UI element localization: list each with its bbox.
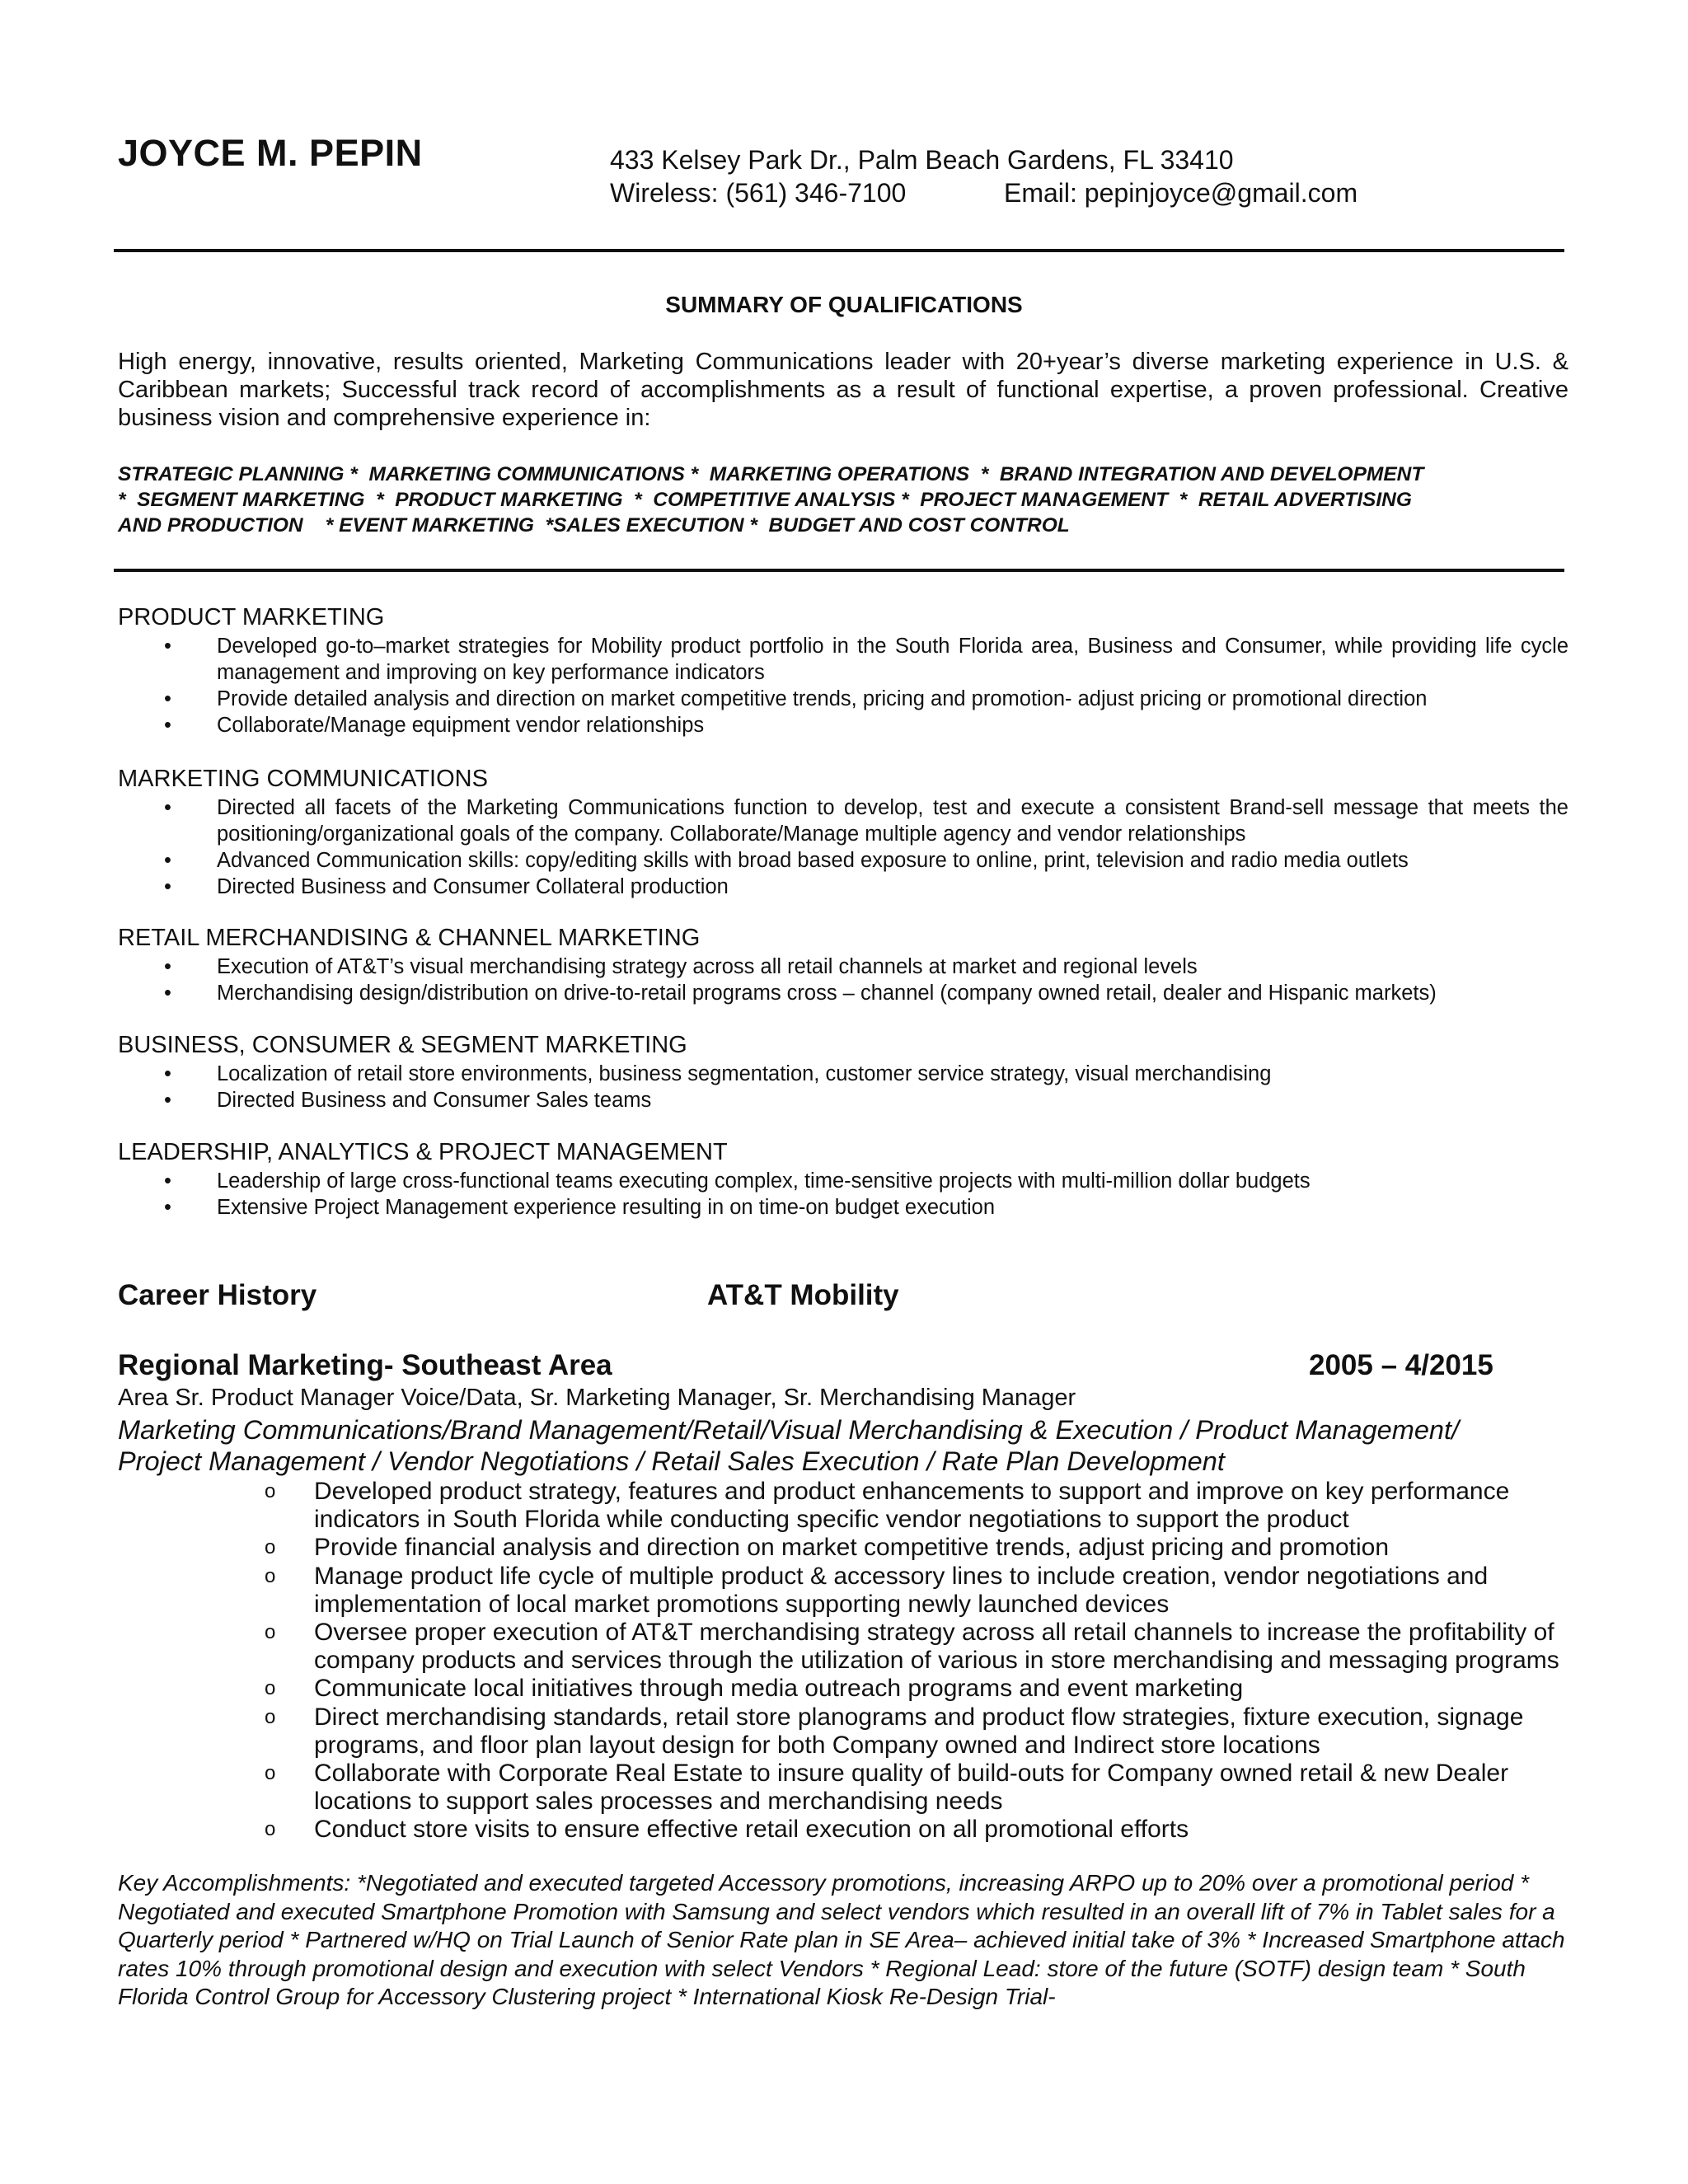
- company-name: AT&T Mobility: [707, 1279, 899, 1311]
- header-divider: [114, 249, 1564, 252]
- career-bullet-list: [118, 1478, 1568, 1844]
- bullet-icon: •: [164, 849, 171, 872]
- summary-paragraph: High energy, innovative, results oriented, Marketing Communications leader with 20+year’s diverse marketing experience in U.S. & Caribbean markets; Successful track record of accomplishments as a result of functional expertise, a proven professional. Creative business vision and comprehensive experience in:: [118, 349, 1568, 431]
- section-heading: MARKETING COMMUNICATIONS: [118, 766, 488, 792]
- list-item: o Manage product life cycle of multiple product & accessory lines to include creation, vendor negotiations and implementation of local market promotions supporting newly launched devices: [265, 1562, 1489, 1618]
- career-heading: Career History: [118, 1279, 317, 1311]
- focus-line: Marketing Communications/Brand Management/Retail/Visual Merchandising & Execution / Product Management/: [118, 1415, 1460, 1445]
- bullet-icon: •: [164, 796, 171, 819]
- email: Email: pepinjoyce@gmail.com: [1004, 178, 1358, 208]
- job-dates: 2005 – 4/2015: [1309, 1349, 1493, 1381]
- circle-bullet-icon: o: [265, 1480, 276, 1502]
- circle-bullet-icon: o: [265, 1564, 276, 1587]
- list-item: o Communicate local initiatives through media outreach programs and event marketing: [265, 1675, 1244, 1703]
- bullet-icon: •: [164, 875, 171, 898]
- section-heading: LEADERSHIP, ANALYTICS & PROJECT MANAGEMENT: [118, 1139, 728, 1165]
- bullet-list: [118, 1061, 1568, 1113]
- list-item: o Developed product strategy, features and product enhancements to support and improve on key performance indicators in South Florida while conducting specific vendor negotiations to support the product: [265, 1478, 1510, 1534]
- skills-list: [118, 462, 1568, 538]
- candidate-name: JOYCE M. PEPIN: [118, 132, 423, 174]
- list-item: o Oversee proper execution of AT&T merchandising strategy across all retail channels to increase the profitability of company products and services through the utilization of various in store merchandising and messaging programs: [265, 1619, 1559, 1675]
- bullet-list: [118, 794, 1568, 900]
- bullet-icon: •: [164, 1062, 171, 1085]
- circle-bullet-icon: o: [265, 1677, 276, 1700]
- list-item: o Direct merchandising standards, retail store planograms and product flow strategies, fixture execution, signage programs, and floor plan layout design for both Company owned and Indirect store locations: [265, 1703, 1524, 1759]
- circle-bullet-icon: o: [265, 1818, 276, 1841]
- bullet-icon: •: [164, 635, 171, 658]
- circle-bullet-icon: o: [265, 1621, 276, 1644]
- bullet-icon: •: [164, 1169, 171, 1193]
- job-focus: [118, 1414, 1585, 1477]
- list-item: • Developed go-to–market strategies for Mobility product portfolio in the South Florida area, Business and Consumer, while providing life cycle management and improving on key performance indicators: [164, 635, 1568, 684]
- list-item: • Provide detailed analysis and direction on market competitive trends, pricing and promotion- adjust pricing or promotional direction: [164, 687, 1428, 710]
- list-item: • Execution of AT&T’s visual merchandising strategy across all retail channels at market and regional levels: [164, 955, 1198, 978]
- skills-line: STRATEGIC PLANNING * MARKETING COMMUNICATIONS * MARKETING OPERATIONS * BRAND INTEGRATION AND DEVELOPMENT: [118, 463, 1424, 485]
- list-item: • Leadership of large cross-functional teams executing complex, time-sensitive projects with multi-million dollar budgets: [164, 1169, 1311, 1193]
- key-accomplishments: Key Accomplishments: *Negotiated and executed targeted Accessory promotions, increasing ARPO up to 20% over a promotional period * Negotiated and executed Smartphone Promotion with Samsung and select vendors which resulted in an overall lift of 7% in Tablet sales for a Quarterly period * Partnered w/HQ on Trial Launch of Senior Rate plan in SE Area– achieved initial take of 3% * Increased Smartphone attach rates 10% through promotional design and execution with select Vendors * Regional Lead: store of the future (SOTF) design team * South Florida Control Group for Accessory Clustering project * International Kiosk Re-Design Trial-: [118, 1870, 1565, 2009]
- list-item: • Directed Business and Consumer Sales teams: [164, 1089, 652, 1112]
- bullet-icon: •: [164, 1196, 171, 1219]
- skills-line: * SEGMENT MARKETING * PRODUCT MARKETING * COMPETITIVE ANALYSIS * PROJECT MANAGEMENT * RETAIL ADVERTISING: [118, 489, 1412, 511]
- skills-line: AND PRODUCTION * EVENT MARKETING *SALES EXECUTION * BUDGET AND COST CONTROL: [118, 514, 1070, 537]
- phone: Wireless: (561) 346-7100: [610, 178, 907, 208]
- job-roles: Area Sr. Product Manager Voice/Data, Sr. Marketing Manager, Sr. Merchandising Manager: [118, 1385, 1076, 1411]
- circle-bullet-icon: o: [265, 1705, 276, 1728]
- summary-divider: [114, 569, 1564, 572]
- list-item: • Advanced Communication skills: copy/editing skills with broad based exposure to online, print, television and radio media outlets: [164, 849, 1409, 872]
- list-item: • Localization of retail store environments, business segmentation, customer service strategy, visual merchandising: [164, 1062, 1272, 1085]
- list-item: • Merchandising design/distribution on drive-to-retail programs cross – channel (company owned retail, dealer and Hispanic markets): [164, 982, 1437, 1005]
- list-item: o Conduct store visits to ensure effective retail execution on all promotional efforts: [265, 1816, 1189, 1844]
- list-item: • Collaborate/Manage equipment vendor relationships: [164, 714, 705, 737]
- list-item: • Directed Business and Consumer Collateral production: [164, 875, 729, 898]
- summary-title: SUMMARY OF QUALIFICATIONS: [665, 292, 1023, 317]
- bullet-icon: •: [164, 714, 171, 737]
- section-heading: PRODUCT MARKETING: [118, 604, 385, 630]
- bullet-list: [118, 954, 1568, 1006]
- section-heading: BUSINESS, CONSUMER & SEGMENT MARKETING: [118, 1032, 687, 1058]
- section-heading: RETAIL MERCHANDISING & CHANNEL MARKETING: [118, 925, 701, 951]
- bullet-list: [118, 1168, 1568, 1221]
- address: 433 Kelsey Park Dr., Palm Beach Gardens, FL 33410: [610, 145, 1234, 175]
- circle-bullet-icon: o: [265, 1762, 276, 1785]
- circle-bullet-icon: o: [265, 1536, 276, 1559]
- job-title: Regional Marketing- Southeast Area: [118, 1349, 612, 1381]
- focus-line: Project Management / Vendor Negotiations / Retail Sales Execution / Rate Plan Development: [118, 1446, 1225, 1476]
- bullet-icon: •: [164, 687, 171, 710]
- list-item: o Collaborate with Corporate Real Estate to insure quality of build-outs for Company owned retail & new Dealer locations to support sales processes and merchandising needs: [265, 1760, 1509, 1816]
- bullet-icon: •: [164, 982, 171, 1005]
- list-item: o Provide financial analysis and direction on market competitive trends, adjust pricing and promotion: [265, 1534, 1390, 1562]
- bullet-list: [118, 633, 1568, 738]
- bullet-icon: •: [164, 1089, 171, 1112]
- bullet-icon: •: [164, 955, 171, 978]
- list-item: • Extensive Project Management experience resulting in on time-on budget execution: [164, 1196, 996, 1219]
- list-item: • Directed all facets of the Marketing Communications function to develop, test and execute a consistent Brand-sell message that meets the positioning/organizational goals of the company. Collaborate/Manage multiple agency and vendor relationships: [164, 796, 1568, 846]
